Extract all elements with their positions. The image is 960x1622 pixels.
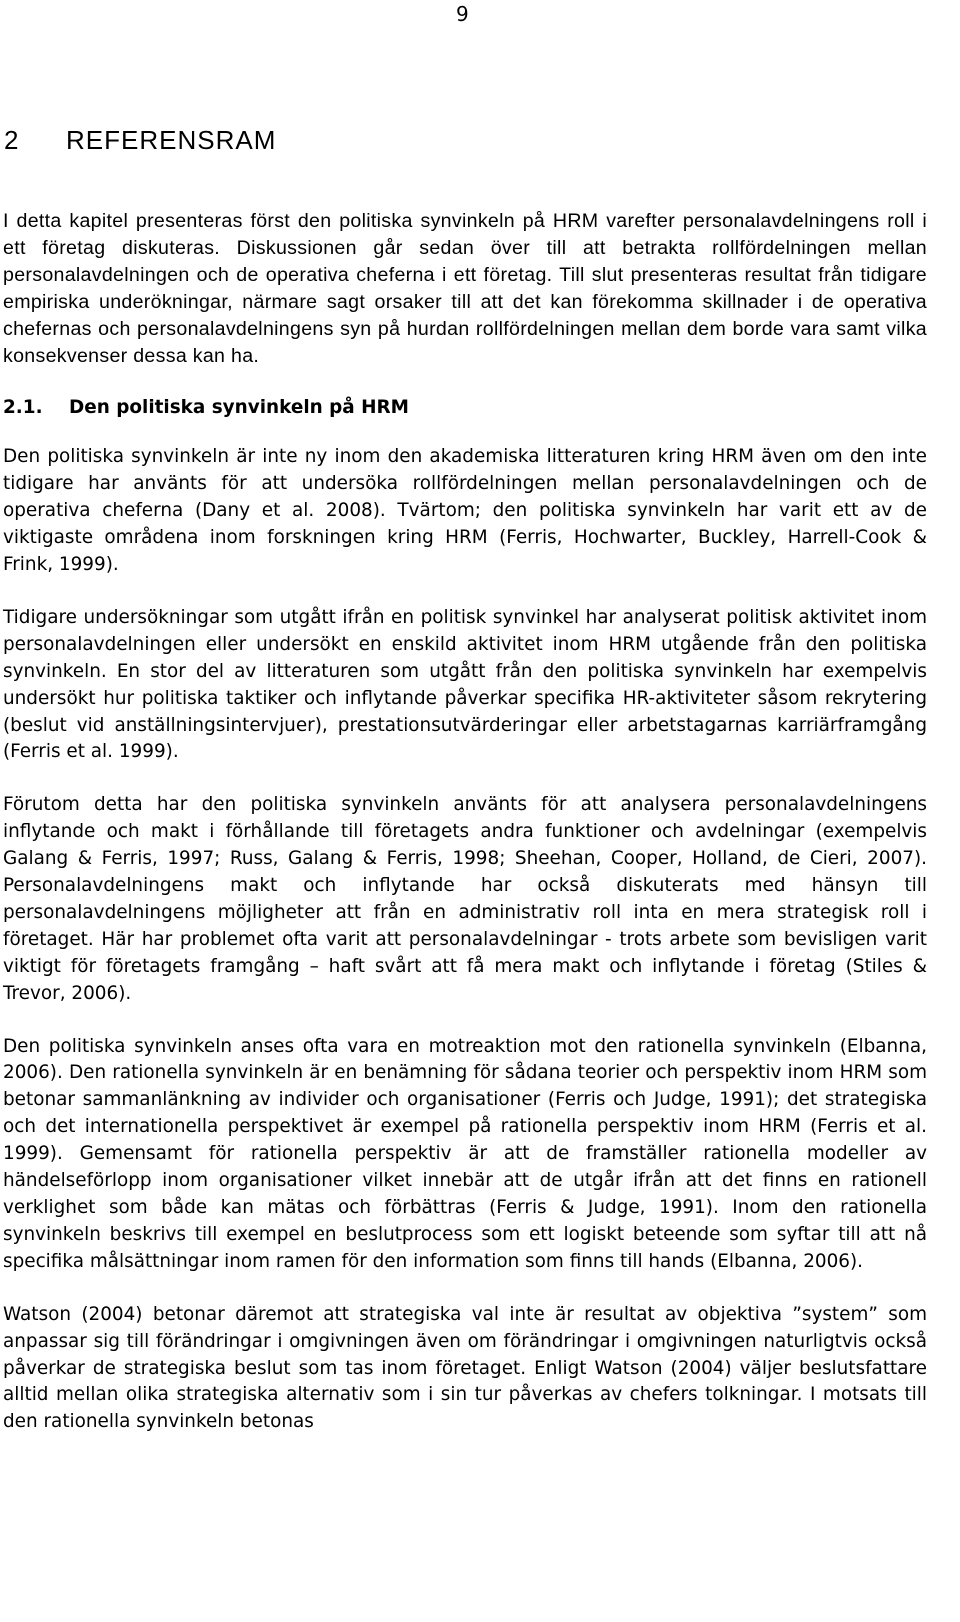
section-heading (3, 395, 927, 422)
section-title: Den politiska synvinkeln på HRM (69, 397, 409, 419)
body-paragraph-4: Den politiska synvinkeln anses ofta vara en motreaktion mot den rationella synvinkeln (Elbanna, 2006). Den rationella synvinkeln är en benämning för sådana teorier och perspektiv inom HRM som betonar sammanlänkning av individer och organisationer (Ferris och Judge, 1991); det strategiska och det internationella perspektivet är exempel på rationella perspektiv inom HRM (Ferris et al. 1999). Gemensamt för rationella perspektiv är att de framställer rationella modeller av händelseförlopp inom organisationer vilket innebär att de utgår ifrån att det finns en rationell verklighet som både kan mätas och förbättras (Ferris & Judge, 1991). Inom den rationella synvinkeln beskrivs till exempel en beslutprocess som ett logiskt beteende som syftar till att nå specifika målsättningar inom ramen för den information som finns till hands (Elbanna, 2006). (3, 1035, 927, 1272)
page-body (3, 208, 927, 1462)
body-paragraph-1: Den politiska synvinkeln är inte ny inom den akademiska litteraturen kring HRM även om den inte tidigare har använts för att undersöka rollfördelningen mellan personalavdelningen och de operativa cheferna (Dany et al. 2008). Tvärtom; den politiska synvinkeln har varit ett av de viktigaste områdena inom forskningen kring HRM (Ferris, Hochwarter, Buckley, Harrell-Cook & Frink, 1999). (3, 446, 927, 575)
intro-paragraph: I detta kapitel presenteras först den politiska synvinkeln på HRM varefter personalavdelningens roll i ett företag diskuteras. Diskussionen går sedan över till att betrakta rollfördelningen mellan personalavdelningen och de operativa cheferna i ett företag. Till slut presenteras resultat från tidigare empiriska underökningar, närmare sagt orsaker till att det kan förekomma skillnader i de operativa chefernas och personalavdelningens syn på hurdan rollfördelningen mellan dem borde vara samt vilka konsekvenser dessa kan ha. (3, 210, 927, 367)
body-paragraph-5: Watson (2004) betonar däremot att strategiska val inte är resultat av objektiva ”system” som anpassar sig till förändringar i omgivningen även om förändringar i omgivningen naturligtvis också påverkar de strategiska beslut som tas inom företaget. Enligt Watson (2004) väljer beslutsfattare alltid mellan olika strategiska alternativ som i sin tur påverkas av chefers tolkningar. I motsats till den rationella synvinkeln betonas (3, 1303, 927, 1433)
chapter-number: 2 (4, 125, 20, 155)
chapter-title: REFERENSRAM (66, 125, 277, 155)
chapter-heading (4, 124, 276, 156)
body-paragraph-2: Tidigare undersökningar som utgått ifrån en politisk synvinkel har analyserat politisk aktivitet inom personalavdelningen eller undersökt en enskild aktivitet inom HRM utgående från den politiska synvinkeln. En stor del av litteraturen som utgått från den politiska synvinkeln har exempelvis undersökt hur politiska taktiker och inflytande påverkar specifika HR-aktiviteter såsom rekrytering (beslut vid anställningsintervjuer), prestationsutvärderingar eller arbetstagarnas karriärframgång (Ferris et al. 1999). (3, 606, 927, 763)
page-number: 9 (456, 2, 469, 26)
body-paragraph-3: Förutom detta har den politiska synvinkeln använts för att analysera personalavdelningens inflytande och makt i förhållande till företagets andra funktioner och avdelningar (exempelvis Galang & Ferris, 1997; Russ, Galang & Ferris, 1998; Sheehan, Cooper, Holland, de Cieri, 2007). Personalavdelningens makt och inflytande har också diskuterats med hänsyn till personalavdelningens möjligheter att från en administrativ roll inta en mera strategisk roll i företaget. Här har problemet ofta varit att personalavdelningar - trots arbete som bevisligen varit viktigt för företagets framgång – haft svårt att få mera makt och inflytande i företag (Stiles & Trevor, 2006). (3, 794, 927, 1004)
section-number: 2.1. (3, 397, 43, 419)
